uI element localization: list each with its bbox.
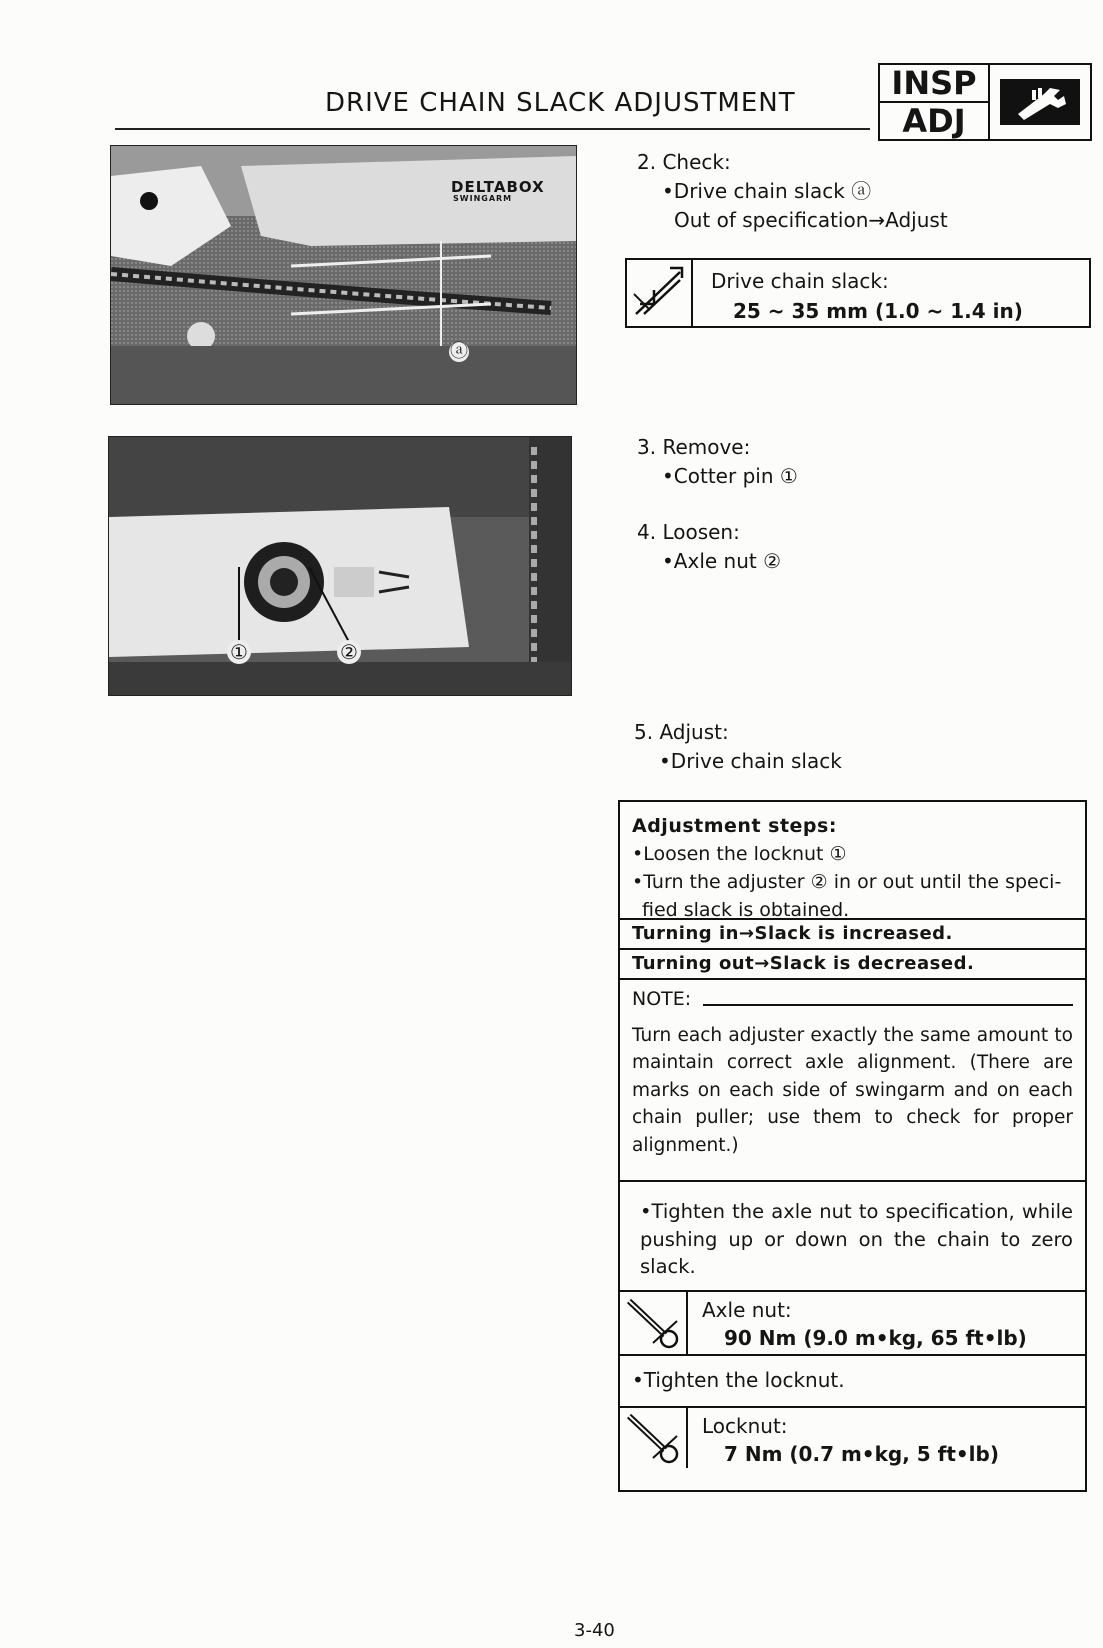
step4-item: •Axle nut ② — [662, 549, 782, 573]
title-underline — [115, 128, 870, 130]
note-text: Turn each adjuster exactly the same amount to maintain correct axle alignment. (There are marks on each side of swingarm and on each chain puller; use them to check for proper alignment.) — [632, 1024, 1073, 1156]
badge-insp: INSP — [880, 65, 988, 103]
slack-spec-label: Drive chain slack: — [711, 269, 889, 293]
adjustment-steps-box — [618, 800, 1087, 1492]
note-rule — [703, 1004, 1073, 1006]
step2-heading: 2. Check: — [637, 150, 731, 174]
step3-heading: 3. Remove: — [637, 435, 751, 459]
chain-slack-photo — [110, 145, 577, 405]
axle-torque-label: Axle nut: — [702, 1298, 792, 1322]
swingarm-label: SWINGARM — [453, 194, 513, 203]
locknut-torque-label: Locknut: — [702, 1414, 788, 1438]
callout-1: ① — [227, 640, 251, 664]
caliper-icon — [627, 260, 693, 326]
axle-torque-value: 90 Nm (9.0 m•kg, 65 ft•lb) — [724, 1326, 1027, 1350]
callout-a: ⓐ — [450, 341, 468, 362]
section-badge — [878, 63, 1092, 141]
step4-heading: 4. Loosen: — [637, 520, 740, 544]
badge-adj: ADJ — [902, 102, 966, 140]
adjustment-heading: Adjustment steps: — [632, 815, 837, 837]
turning-out-row: Turning out→Slack is decreased. — [620, 950, 1085, 980]
tighten-axle-text: •Tighten the axle nut to specification, while pushing up or down on the chain to zero slack. — [620, 1182, 1085, 1292]
step2-result: Out of specification→Adjust — [674, 208, 948, 232]
step5-heading: 5. Adjust: — [634, 720, 729, 744]
callout-2: ② — [337, 640, 361, 664]
step5-item: •Drive chain slack — [659, 749, 842, 773]
deltabox-label: DELTABOX — [451, 178, 545, 196]
step3-item: •Cotter pin ① — [662, 464, 798, 488]
step2-item: •Drive chain slack ⓐ — [662, 179, 872, 203]
tighten-locknut-text: •Tighten the locknut. — [620, 1356, 1085, 1408]
adjustment-step-locknut: •Loosen the locknut ① — [632, 843, 847, 865]
torque-wrench-icon — [620, 1292, 688, 1354]
torque-wrench-icon — [620, 1408, 688, 1468]
note-section — [620, 980, 1085, 1182]
slack-spec-value: 25 ~ 35 mm (1.0 ~ 1.4 in) — [733, 299, 1023, 323]
locknut-torque-spec — [620, 1408, 1085, 1468]
wrench-icon — [1000, 79, 1080, 125]
axle-nut-photo — [108, 436, 572, 696]
axle-torque-spec — [620, 1292, 1085, 1356]
slack-spec-box — [625, 258, 1091, 328]
note-label: NOTE: — [632, 988, 692, 1010]
adjustment-step-adjuster-cont: fied slack is obtained. — [642, 899, 850, 921]
adjustment-step-adjuster: •Turn the adjuster ② in or out until the speci- — [632, 871, 1062, 893]
page-number: 3-40 — [574, 1620, 615, 1641]
locknut-torque-value: 7 Nm (0.7 m•kg, 5 ft•lb) — [724, 1442, 999, 1466]
page-title: DRIVE CHAIN SLACK ADJUSTMENT — [325, 88, 796, 118]
turning-in-row: Turning in→Slack is increased. — [620, 920, 1085, 950]
